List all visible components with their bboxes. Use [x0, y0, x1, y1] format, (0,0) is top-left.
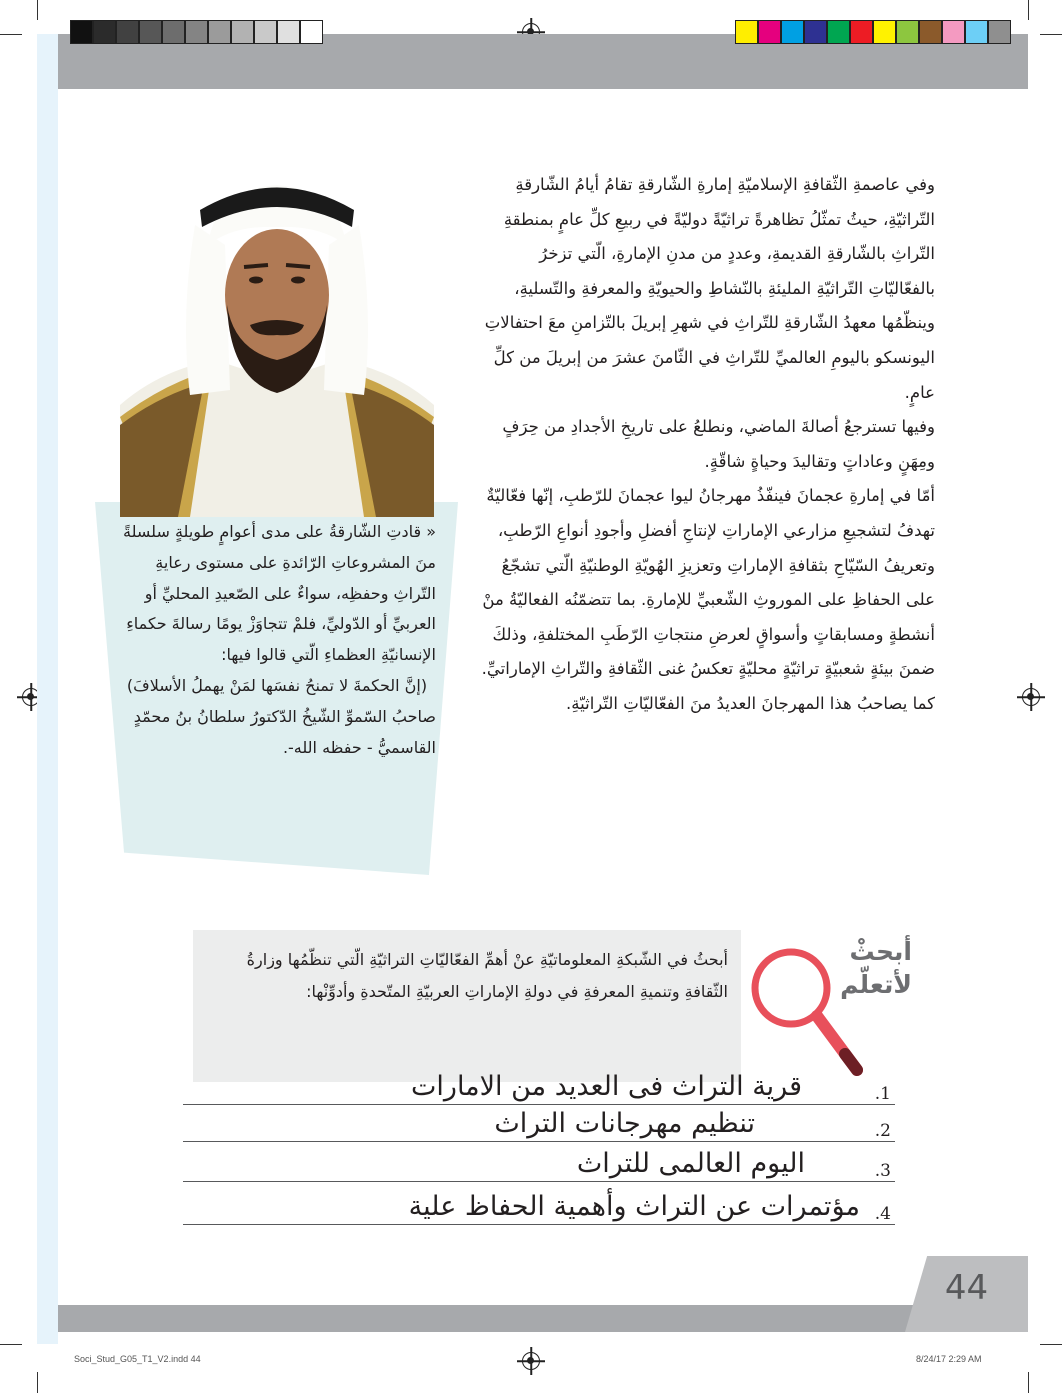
- answer-row[interactable]: [183, 1147, 895, 1182]
- answer-number: .2: [874, 1121, 891, 1141]
- gray-swatch: [208, 20, 231, 44]
- registration-mark-bottom: [522, 1352, 540, 1370]
- research-label-line2: لأتعلّم: [840, 970, 912, 999]
- gray-swatch: [277, 20, 300, 44]
- quote-saying: (إنَّ الحكمةَ لا تمنحُ نفسَها لمَنْ يهملُ الأسلافَ): [126, 675, 428, 695]
- article-body: [480, 168, 935, 722]
- answer-number: .3: [874, 1161, 891, 1181]
- color-swatch: [850, 20, 873, 44]
- left-margin-strip: [37, 34, 58, 1344]
- answer-number: .1: [874, 1084, 891, 1104]
- color-swatch: [965, 20, 988, 44]
- color-swatch: [758, 20, 781, 44]
- color-swatch: [735, 20, 758, 44]
- answer-text: قرية التراث فى العديد من الامارات: [411, 1071, 802, 1102]
- answer-number: .4: [874, 1204, 891, 1224]
- magnifier-icon: [745, 942, 870, 1082]
- answer-row[interactable]: [183, 1190, 895, 1225]
- quote-body: « قادتِ الشّارقةُ على مدى أعوامٍ طويلةٍ سلسلةً منَ المشروعاتِ الرّائدةِ على مستوى رعايةِ التّراثِ وحفظِه، سواءٌ على الصّعيدِ المحليِّ أو العربيِّ أو الدّوليِّ، فلمْ تتجاوَزْ يومًا رسالةَ حكماءِ الإنسانيّةِ العظماءِ الّتي قالوا فيها:: [123, 522, 436, 665]
- quote-text: [118, 517, 436, 763]
- portrait-photo: [120, 155, 434, 517]
- color-swatch: [942, 20, 965, 44]
- answer-text: تنظيم مهرجانات التراث: [494, 1108, 755, 1139]
- registration-mark-right: [1022, 688, 1040, 706]
- gray-swatch: [254, 20, 277, 44]
- slug-filename: Soci_Stud_G05_T1_V2.indd 44: [74, 1354, 201, 1364]
- color-swatch: [873, 20, 896, 44]
- gray-swatch: [116, 20, 139, 44]
- gray-swatch: [185, 20, 208, 44]
- gray-swatch: [162, 20, 185, 44]
- paragraph-sharjah: وفي عاصمةِ الثّقافةِ الإسلاميّةِ إمارةِ الشّارقةِ تقامُ أيامُ الشّارقةِ التّراثيّةِ، حيثُ تمثّلُ تظاهرةً تراثيّةً دوليّةً في ربيعِ كلِّ عامٍ بمنطقةِ التّراثِ بالشّارقةِ القديمةِ، وعددٍ من مدنِ الإمارةِ، الّتي تزخرُ بالفعّاليّاتِ التّراثيّةِ المليئةِ بالنّشاطِ والحيويّةِ والمعرفةِ والتّسليةِ، وينظّمُها معهدُ الشّارقةِ للتّراثِ في شهرِ إبريلَ بالتّزامنِ معَ احتفالاتِ اليونسكو باليومِ العالميِّ للتّراثِ في الثّامنَ عشرَ من إبريلَ من كلِّ عامٍ.: [484, 175, 935, 402]
- answer-text: مؤتمرات عن التراث وأهمية الحفاظ علية: [408, 1191, 860, 1222]
- research-task-text: أبحثُ في الشّبكةِ المعلوماتيّةِ عنْ أهمِّ الفعّاليّاتِ التراثيّةِ الّتي تنظّمُها وزارةُ الثّقافةِ وتنميةِ المعرفةِ في دولةِ الإماراتِ العربيّةِ المتّحدةِ وأدوِّنْها:: [246, 950, 728, 1001]
- gray-swatch: [231, 20, 254, 44]
- color-swatch: [781, 20, 804, 44]
- answer-text: اليوم العالمى للتراث: [576, 1148, 805, 1179]
- color-swatch: [988, 20, 1011, 44]
- paragraph-ajman: أمّا في إمارةِ عجمانَ فينفّذُ مهرجانُ ليوا عجمانَ للرّطبِ، إنّها فعّاليّةٌ تهدفُ لتشجيعِ مزارعي الإماراتِ لإنتاجِ أفضلِ وأجودِ أنواعِ الرّطبِ، وتعريفُ السّيّاحِ بثقافةِ الإماراتِ وتعزيزِ الهُويّةِ الوطنيّةِ الّتي تشجّعُ على الحفاظِ على الموروثِ الشّعبيِّ للإمارةِ. بما تتضمّنُه الفعاليّةُ منْ أنشطةٍ ومسابقاتٍ وأسواقٍ لعرضِ منتجاتِ الرّطَبِ المختلفةِ، وذلكَ ضمنَ بيئةٍ شعبيّةٍ تراثيّةٍ محليّةٍ تعكسُ غنى الثّقافةِ والتّراثِ الإماراتيِّ. كما يصاحبُ هذا المهرجانَ العديدُ منَ الفعّاليّاتِ التّراثيّةِ.: [481, 486, 935, 713]
- answer-row[interactable]: [183, 1107, 895, 1142]
- footer-band: [58, 1305, 1028, 1332]
- answer-row[interactable]: [183, 1070, 895, 1105]
- page-number: 44: [944, 1268, 989, 1308]
- paragraph-past: وفيها تسترجعُ أصالةَ الماضي، ونطلعُ على تاريخِ الأجدادِ من حِرَفٍ ومِهَنٍ وعاداتٍ وتقاليدَ وحياةٍ شاقّةٍ.: [502, 417, 935, 471]
- gray-swatch: [139, 20, 162, 44]
- gray-swatch: [300, 20, 323, 44]
- research-label-line1: أبحثْ: [849, 937, 912, 966]
- gray-swatch: [70, 20, 93, 44]
- quote-author: صاحبُ السّموِّ الشّيخُ الدّكتورُ سلطانُ بنُ محمّدٍ القاسميُّ - حفظه الله-.: [133, 706, 436, 757]
- color-swatch: [804, 20, 827, 44]
- color-swatch: [896, 20, 919, 44]
- gray-swatch: [93, 20, 116, 44]
- color-swatch: [827, 20, 850, 44]
- color-swatch: [919, 20, 942, 44]
- slug-date: 8/24/17 2:29 AM: [916, 1354, 982, 1364]
